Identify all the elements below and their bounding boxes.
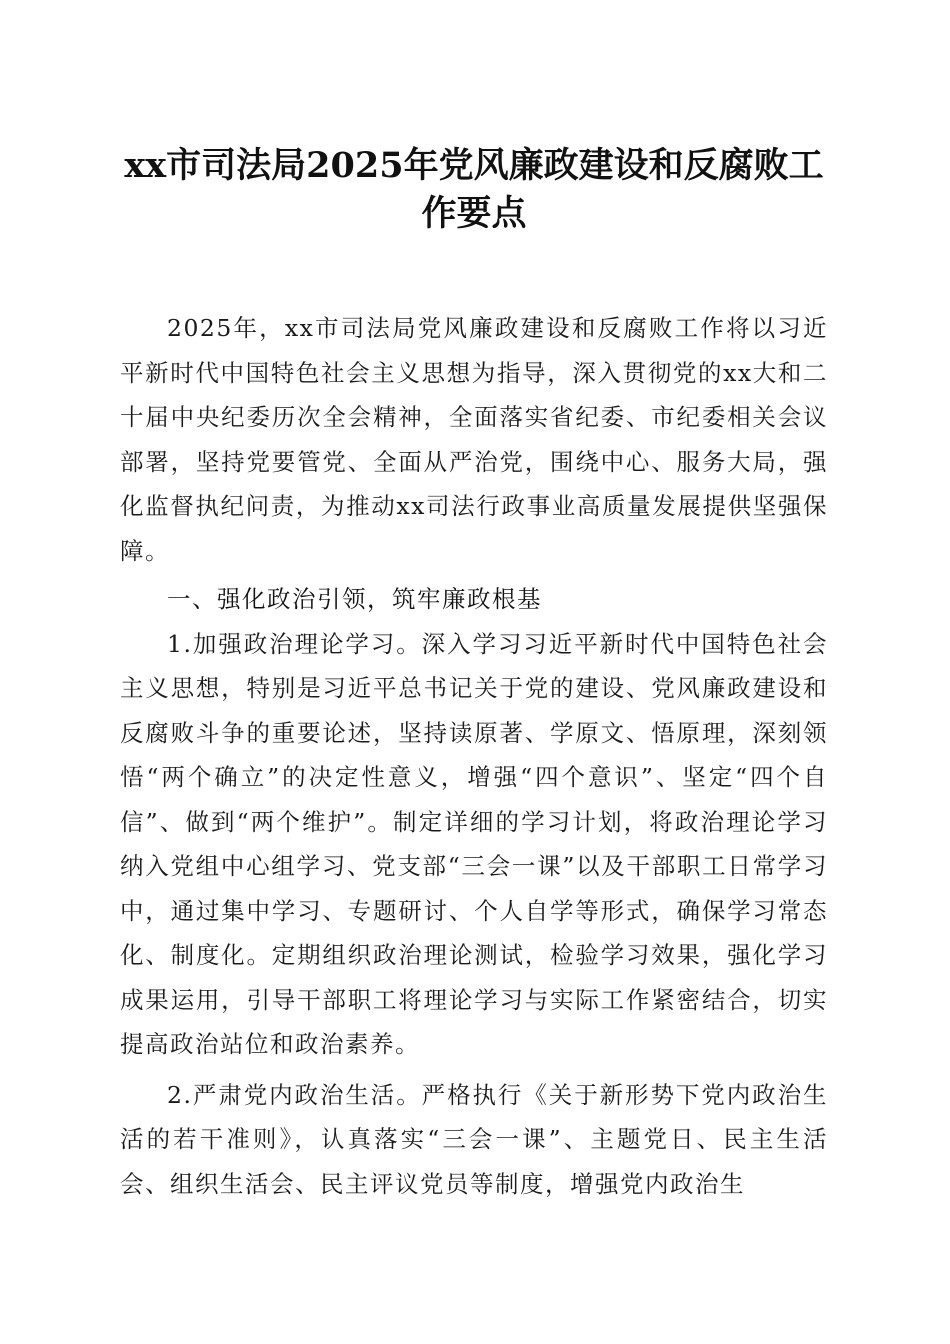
intro-paragraph: 2025年，xx市司法局党风廉政建设和反腐败工作将以习近平新时代中国特色社会主义思想为指导，深入贯彻党的xx大和二十届中央纪委历次全会精神，全面落实省纪委、市纪委相关会议部署，坚持党要管党、全面从严治党，围绕中心、服务大局，强化监督执纪问责，为推动xx司法行政事业高质量发展提供坚强保障。 — [120, 314, 828, 565]
item-paragraph-1: 1.加强政治理论学习。深入学习习近平新时代中国特色社会主义思想，特别是习近平总书记关于党的建设、党风廉政建设和反腐败斗争的重要论述，坚持读原著、学原文、悟原理，深刻领悟“两个确立”的决定性意义，增强“四个意识”、坚定“四个自信”、做到“两个维护”。制定详细的学习计划，将政治理论学习纳入党组中心组学习、党支部“三会一课”以及干部职工日常学习中，通过集中学习、专题研讨、个人自学等形式，确保学习常态化、制度化。定期组织政治理论测试，检验学习效果，强化学习成果运用，引导干部职工将理论学习与实际工作紧密结合，切实提高政治站位和政治素养。 — [120, 629, 828, 1058]
document-body — [120, 306, 828, 1206]
item-paragraph-2: 2.严肃党内政治生活。严格执行《关于新形势下党内政治生活的若干准则》，认真落实“三会一课”、主题党日、民主生活会、组织生活会、民主评议党员等制度，增强党内政治生 — [120, 1080, 828, 1198]
document-title: xx市司法局2025年党风廉政建设和反腐败工作要点 — [124, 145, 824, 234]
section-heading-1: 一、强化政治引领，筑牢廉政根基 — [167, 585, 542, 613]
